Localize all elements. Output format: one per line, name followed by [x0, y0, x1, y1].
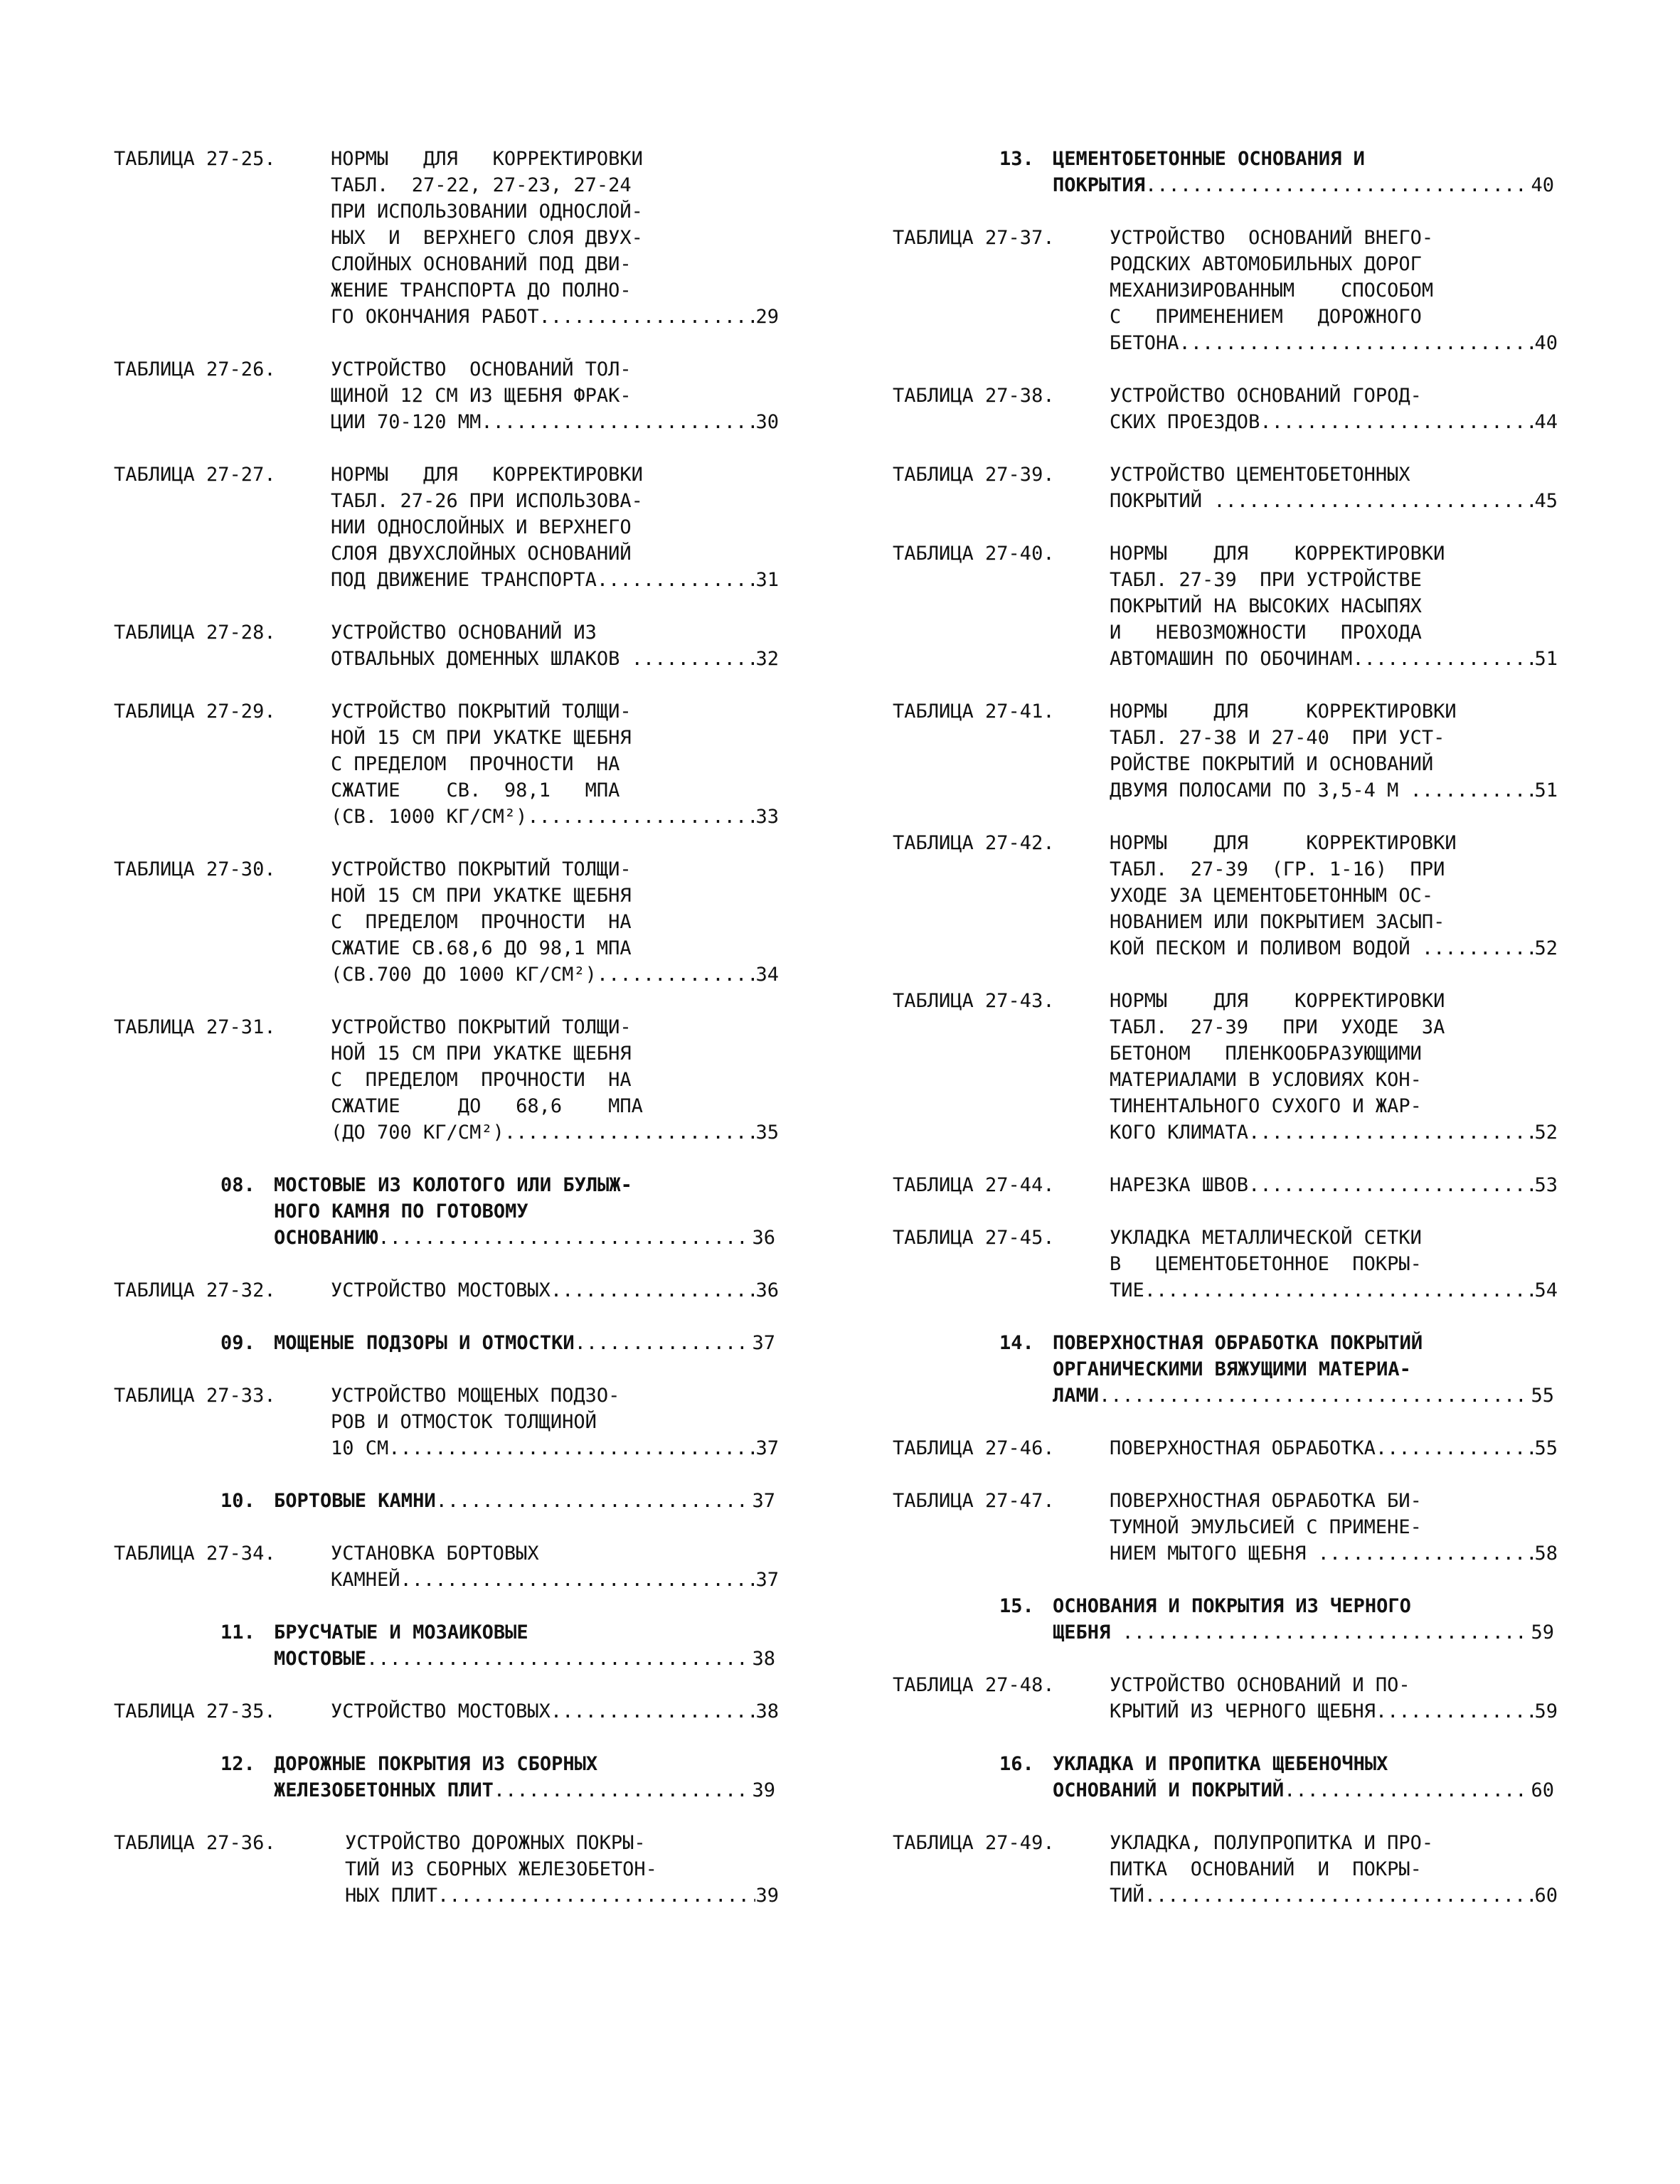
dot-leader: [527, 804, 755, 830]
entry-title-line: СЖАТИЕ СВ. 98,1 МПА: [331, 779, 620, 801]
dot-leader: [1376, 1698, 1535, 1725]
dot-leader: [575, 1330, 753, 1356]
entry-title-line: НОРМЫ ДЛЯ КОРРЕКТИРОВКИ: [1110, 832, 1457, 854]
section-number: 16.: [999, 1753, 1034, 1775]
dot-leader: [1248, 1172, 1534, 1198]
toc-entry-27-34: [114, 1540, 825, 1593]
table-number: ТАБЛИЦА 27-35.: [114, 1700, 276, 1722]
dot-leader: [481, 409, 755, 435]
table-number: ТАБЛИЦА 27-37.: [893, 227, 1055, 249]
toc-entry-27-43: [893, 988, 1604, 1146]
section-title-line: МОЩЕНЫЕ ПОДЗОРЫ И ОТМОСТКИ: [274, 1332, 575, 1354]
page-number: 51: [1534, 779, 1558, 801]
toc-entry-27-29: [114, 698, 825, 830]
page-number: 44: [1534, 411, 1558, 433]
entry-title-line: ПОД ДВИЖЕНИЕ ТРАНСПОРТА: [331, 569, 597, 591]
dot-leader: [1260, 409, 1534, 435]
toc-entry-27-35: [114, 1698, 825, 1725]
entry-title-line: НОРМЫ ДЛЯ КОРРЕКТИРОВКИ: [331, 148, 643, 170]
page-number: 40: [1534, 332, 1558, 354]
entry-title-line: ЦИИ 70-120 ММ: [331, 411, 482, 433]
section-title-line: ОСНОВАНИЮ: [274, 1227, 378, 1249]
page-number: 60: [1534, 1885, 1558, 1907]
entry-title-line: СЛОЯ ДВУХСЛОЙНЫХ ОСНОВАНИЙ: [331, 543, 632, 565]
dot-leader: [366, 1646, 752, 1672]
table-number: ТАБЛИЦА 27-29.: [114, 701, 276, 723]
section-title-line: ДОРОЖНЫЕ ПОКРЫТИЯ ИЗ СБОРНЫХ: [274, 1753, 598, 1775]
dot-leader: [1099, 1383, 1531, 1409]
entry-title-line: 10 СМ: [331, 1437, 389, 1459]
section-title-line: ОСНОВАНИЙ И ПОКРЫТИЙ: [1053, 1779, 1285, 1801]
entry-title-line: ТАБЛ. 27-38 И 27-40 ПРИ УСТ-: [1110, 727, 1445, 749]
table-number: ТАБЛИЦА 27-49.: [893, 1832, 1055, 1854]
page-number: 58: [1534, 1543, 1558, 1565]
entry-title-line: НОРМЫ ДЛЯ КОРРЕКТИРОВКИ: [1110, 543, 1445, 565]
entry-title-line: УСТРОЙСТВО ПОКРЫТИЙ ТОЛЩИ-: [331, 1016, 632, 1038]
table-number: ТАБЛИЦА 27-32.: [114, 1279, 276, 1301]
toc-entry-27-41: [893, 698, 1604, 804]
toc-right-column: [893, 146, 1604, 1909]
dot-leader: [1284, 1777, 1531, 1804]
entry-title-line: ЩИНОЙ 12 СМ ИЗ ЩЕБНЯ ФРАК-: [331, 385, 632, 407]
entry-title-line: СКИХ ПРОЕЗДОВ: [1110, 411, 1260, 433]
entry-title-line: С ПРИМЕНЕНИЕМ ДОРОЖНОГО: [1110, 306, 1422, 328]
entry-title-line: НОРМЫ ДЛЯ КОРРЕКТИРОВКИ: [331, 464, 643, 486]
entry-title-line: НОРМЫ ДЛЯ КОРРЕКТИРОВКИ: [1110, 990, 1445, 1012]
page-number: 40: [1531, 174, 1554, 196]
entry-title-line: ДВУМЯ ПОЛОСАМИ ПО 3,5-4 М: [1110, 779, 1410, 801]
entry-title-line: УСТРОЙСТВО ОСНОВАНИЙ ТОЛ-: [331, 358, 632, 380]
entry-title-line: ТИЕ: [1110, 1279, 1144, 1301]
entry-title-line: НИИ ОДНОСЛОЙНЫХ И ВЕРХНЕГО: [331, 516, 632, 538]
table-number: ТАБЛИЦА 27-27.: [114, 464, 276, 486]
entry-title-line: УСТРОЙСТВО ПОКРЫТИЙ ТОЛЩИ-: [331, 701, 632, 723]
toc-entry-27-26: [114, 356, 825, 435]
entry-title-line: И НЕВОЗМОЖНОСТИ ПРОХОДА: [1110, 622, 1422, 644]
page-number: 34: [755, 964, 779, 986]
page-number: 35: [755, 1122, 779, 1144]
table-number: ТАБЛИЦА 27-33.: [114, 1385, 276, 1407]
page-number: 59: [1531, 1621, 1554, 1644]
entry-title-line: НОРМЫ ДЛЯ КОРРЕКТИРОВКИ: [1110, 701, 1457, 723]
page-number: 32: [755, 648, 779, 670]
section-title-line: ЛАМИ: [1053, 1385, 1100, 1407]
entry-title-line: ОТВАЛЬНЫХ ДОМЕННЫХ ШЛАКОВ: [331, 648, 632, 670]
entry-title-line: ТИЙ: [1110, 1885, 1144, 1907]
dot-leader: [437, 1882, 755, 1909]
page-number: 33: [755, 806, 779, 828]
toc-entry-27-32: [114, 1277, 825, 1304]
entry-title-line: УСТРОЙСТВО ОСНОВАНИЙ ВНЕГО-: [1110, 227, 1434, 249]
page-number: 30: [755, 411, 779, 433]
entry-title-line: УСТРОЙСТВО ПОКРЫТИЙ ТОЛЩИ-: [331, 858, 632, 880]
entry-title-line: ТИЙ ИЗ СБОРНЫХ ЖЕЛЕЗОБЕТОН-: [345, 1858, 657, 1880]
entry-title-line: ПОКРЫТИЙ НА ВЫСОКИХ НАСЫПЯХ: [1110, 595, 1422, 617]
section-number: 08.: [220, 1174, 255, 1196]
entry-title-line: КОГО КЛИМАТА: [1110, 1122, 1249, 1144]
entry-title-line: С ПРЕДЕЛОМ ПРОЧНОСТИ НА: [331, 911, 632, 933]
entry-title-line: ПОВЕРХНОСТНАЯ ОБРАБОТКА БИ-: [1110, 1490, 1422, 1512]
entry-title-line: УКЛАДКА МЕТАЛЛИЧЕСКОЙ СЕТКИ: [1110, 1227, 1422, 1249]
section-title-line: ПОВЕРХНОСТНАЯ ОБРАБОТКА ПОКРЫТИЙ: [1053, 1332, 1423, 1354]
entry-title-line: ТАБЛ. 27-22, 27-23, 27-24: [331, 174, 632, 196]
entry-title-line: (СВ.700 ДО 1000 КГ/СМ²): [331, 964, 597, 986]
toc-entry-27-36: [114, 1830, 825, 1909]
dot-leader: [504, 1119, 756, 1146]
section-title-line: ПОКРЫТИЯ: [1053, 174, 1146, 196]
section-number: 10.: [220, 1490, 255, 1512]
entry-title-line: НЫХ И ВЕРХНЕГО СЛОЯ ДВУХ-: [331, 227, 643, 249]
entry-title-line: ПОВЕРХНОСТНАЯ ОБРАБОТКА: [1110, 1437, 1376, 1459]
dot-leader: [632, 646, 756, 672]
section-title-line: ЖЕЛЕЗОБЕТОННЫХ ПЛИТ: [274, 1779, 494, 1801]
entry-title-line: УСТРОЙСТВО ОСНОВАНИЙ И ПО-: [1110, 1674, 1410, 1696]
table-number: ТАБЛИЦА 27-44.: [893, 1174, 1055, 1196]
table-number: ТАБЛИЦА 27-40.: [893, 543, 1055, 565]
entry-title-line: ГО ОКОНЧАНИЯ РАБОТ: [331, 306, 539, 328]
section-title-line: БОРТОВЫЕ КАМНИ: [274, 1490, 436, 1512]
toc-entry-27-31: [114, 1014, 825, 1146]
table-number: ТАБЛИЦА 27-48.: [893, 1674, 1055, 1696]
dot-leader: [1248, 1119, 1534, 1146]
entry-title-line: АВТОМАШИН ПО ОБОЧИНАМ: [1110, 648, 1353, 670]
toc-section-14: [893, 1330, 1604, 1409]
toc-entry-27-49: [893, 1830, 1604, 1909]
entry-title-line: УСТРОЙСТВО МОСТОВЫХ: [331, 1700, 551, 1722]
page-number: 51: [1534, 648, 1558, 670]
dot-leader: [1179, 330, 1535, 356]
page-number: 53: [1534, 1174, 1558, 1196]
entry-title-line: ПОКРЫТИЙ: [1110, 490, 1214, 512]
toc-section-11: [114, 1619, 825, 1672]
entry-title-line: СЖАТИЕ СВ.68,6 ДО 98,1 МПА: [331, 937, 632, 959]
table-number: ТАБЛИЦА 27-34.: [114, 1543, 276, 1565]
page-number: 37: [752, 1332, 775, 1354]
dot-leader: [1122, 1619, 1531, 1646]
entry-title-line: НИЕМ МЫТОГО ЩЕБНЯ: [1110, 1543, 1318, 1565]
page-number: 29: [755, 306, 779, 328]
entry-title-line: ТАБЛ. 27-39 ПРИ УСТРОЙСТВЕ: [1110, 569, 1422, 591]
entry-title-line: УКЛАДКА, ПОЛУПРОПИТКА И ПРО-: [1110, 1832, 1434, 1854]
dot-leader: [1145, 172, 1531, 198]
section-title-line: ОРГАНИЧЕСКИМИ ВЯЖУЩИМИ МАТЕРИА-: [1053, 1358, 1411, 1380]
entry-title-line: НОЙ 15 СМ ПРИ УКАТКЕ ЩЕБНЯ: [331, 885, 632, 907]
section-title-line: ЦЕМЕНТОБЕТОННЫЕ ОСНОВАНИЯ И: [1053, 148, 1365, 170]
toc-entry-27-38: [893, 383, 1604, 435]
entry-title-line: ТИНЕНТАЛЬНОГО СУХОГО И ЖАР-: [1110, 1095, 1422, 1117]
toc-entry-27-30: [114, 856, 825, 988]
table-number: ТАБЛИЦА 27-28.: [114, 622, 276, 644]
section-title-line: ЩЕБНЯ: [1053, 1621, 1122, 1644]
table-number: ТАБЛИЦА 27-45.: [893, 1227, 1055, 1249]
entry-title-line: КАМНЕЙ: [331, 1569, 400, 1591]
toc-entry-27-33: [114, 1383, 825, 1461]
entry-title-line: НЫХ ПЛИТ: [345, 1885, 438, 1907]
page-number: 59: [1534, 1700, 1558, 1722]
entry-title-line: НОВАНИЕМ ИЛИ ПОКРЫТИЕМ ЗАСЫП-: [1110, 911, 1445, 933]
page-number: 39: [752, 1779, 775, 1801]
entry-title-line: МАТЕРИАЛАМИ В УСЛОВИЯХ КОН-: [1110, 1069, 1422, 1091]
entry-title-line: КОЙ ПЕСКОМ И ПОЛИВОМ ВОДОЙ: [1110, 937, 1422, 959]
dot-leader: [1352, 646, 1534, 672]
table-number: ТАБЛИЦА 27-42.: [893, 832, 1055, 854]
page-number: 39: [755, 1885, 779, 1907]
entry-title-line: ТАБЛ. 27-39 ПРИ УХОДЕ ЗА: [1110, 1016, 1445, 1038]
entry-title-line: БЕТОНА: [1110, 332, 1179, 354]
dot-leader: [1410, 777, 1535, 804]
entry-title-line: (СВ. 1000 КГ/СМ²): [331, 806, 528, 828]
entry-title-line: ТУМНОЙ ЭМУЛЬСИЕЙ С ПРИМЕНЕ-: [1110, 1516, 1422, 1538]
page-number: 52: [1534, 937, 1558, 959]
dot-leader: [378, 1225, 752, 1251]
entry-title-line: ПРИ ИСПОЛЬЗОВАНИИ ОДНОСЛОЙ-: [331, 201, 643, 223]
section-title-line: УКЛАДКА И ПРОПИТКА ЩЕБЕНОЧНЫХ: [1053, 1753, 1388, 1775]
page-number: 31: [755, 569, 779, 591]
table-number: ТАБЛИЦА 27-47.: [893, 1490, 1055, 1512]
entry-title-line: РОДСКИХ АВТОМОБИЛЬНЫХ ДОРОГ: [1110, 253, 1422, 275]
entry-title-line: НОЙ 15 СМ ПРИ УКАТКЕ ЩЕБНЯ: [331, 1043, 632, 1065]
toc-section-15: [893, 1593, 1604, 1646]
toc-entry-27-39: [893, 462, 1604, 514]
table-number: ТАБЛИЦА 27-30.: [114, 858, 276, 880]
page-number: 36: [752, 1227, 775, 1249]
toc-section-12: [114, 1751, 825, 1804]
section-title-line: ОСНОВАНИЯ И ПОКРЫТИЯ ИЗ ЧЕРНОГО: [1053, 1595, 1411, 1617]
section-number: 14.: [999, 1332, 1034, 1354]
entry-title-line: КРЫТИЙ ИЗ ЧЕРНОГО ЩЕБНЯ: [1110, 1700, 1376, 1722]
page-number: 37: [752, 1490, 775, 1512]
table-number: ТАБЛИЦА 27-39.: [893, 464, 1055, 486]
dot-leader: [436, 1488, 753, 1514]
entry-title-line: МЕХАНИЗИРОВАННЫМ СПОСОБОМ: [1110, 279, 1434, 302]
table-number: ТАБЛИЦА 27-31.: [114, 1016, 276, 1038]
entry-title-line: УСТАНОВКА БОРТОВЫХ: [331, 1543, 539, 1565]
toc-left-column: [114, 146, 825, 1909]
entry-title-line: УСТРОЙСТВО ОСНОВАНИЙ ГОРОД-: [1110, 385, 1422, 407]
toc-entry-27-37: [893, 225, 1604, 356]
entry-title-line: ПИТКА ОСНОВАНИЙ И ПОКРЫ-: [1110, 1858, 1422, 1880]
entry-title-line: СЖАТИЕ ДО 68,6 МПА: [331, 1095, 643, 1117]
toc-section-10: [114, 1488, 825, 1514]
page-number: 55: [1534, 1437, 1558, 1459]
dot-leader: [1422, 935, 1535, 962]
entry-title-line: УХОДЕ ЗА ЦЕМЕНТОБЕТОННЫМ ОС-: [1110, 885, 1434, 907]
page-number: 36: [755, 1279, 779, 1301]
page-number: 38: [752, 1648, 775, 1670]
entry-title-line: РОЙСТВЕ ПОКРЫТИЙ И ОСНОВАНИЙ: [1110, 753, 1434, 775]
toc-entry-27-27: [114, 462, 825, 593]
entry-title-line: УСТРОЙСТВО ЦЕМЕНТОБЕТОННЫХ: [1110, 464, 1410, 486]
entry-title-line: НОЙ 15 СМ ПРИ УКАТКЕ ЩЕБНЯ: [331, 727, 632, 749]
section-title-line: МОСТОВЫЕ ИЗ КОЛОТОГО ИЛИ БУЛЫЖ-: [274, 1174, 632, 1196]
dot-leader: [400, 1567, 756, 1593]
dot-leader: [551, 1277, 756, 1304]
entry-title-line: НАРЕЗКА ШВОВ: [1110, 1174, 1249, 1196]
section-number: 12.: [220, 1753, 255, 1775]
dot-leader: [1144, 1277, 1535, 1304]
entry-title-line: ЖЕНИЕ ТРАНСПОРТА ДО ПОЛНО-: [331, 279, 632, 302]
toc-entry-27-42: [893, 830, 1604, 962]
table-number: ТАБЛИЦА 27-38.: [893, 385, 1055, 407]
table-number: ТАБЛИЦА 27-26.: [114, 358, 276, 380]
entry-title-line: УСТРОЙСТВО МОЩЕНЫХ ПОДЗО-: [331, 1385, 620, 1407]
page-number: 52: [1534, 1122, 1558, 1144]
section-number: 15.: [999, 1595, 1034, 1617]
entry-title-line: СЛОЙНЫХ ОСНОВАНИЙ ПОД ДВИ-: [331, 253, 632, 275]
dot-leader: [597, 567, 756, 593]
page-number: 37: [755, 1569, 779, 1591]
section-title-line: МОСТОВЫЕ: [274, 1648, 367, 1670]
dot-leader: [539, 304, 756, 330]
dot-leader: [1213, 488, 1534, 514]
dot-leader: [597, 962, 756, 988]
page-number: 55: [1531, 1385, 1554, 1407]
entry-title-line: УСТРОЙСТВО ОСНОВАНИЙ ИЗ: [331, 622, 597, 644]
section-title-line: НОГО КАМНЯ ПО ГОТОВОМУ: [274, 1200, 528, 1222]
toc-entry-27-47: [893, 1488, 1604, 1567]
toc-entry-27-40: [893, 540, 1604, 672]
section-title-line: БРУСЧАТЫЕ И МОЗАИКОВЫЕ: [274, 1621, 528, 1644]
page-number: 38: [755, 1700, 779, 1722]
entry-title-line: В ЦЕМЕНТОБЕТОННОЕ ПОКРЫ-: [1110, 1253, 1422, 1275]
dot-leader: [494, 1777, 753, 1804]
page-number: 60: [1531, 1779, 1554, 1801]
entry-title-line: С ПРЕДЕЛОМ ПРОЧНОСТИ НА: [331, 1069, 632, 1091]
toc-section-08: [114, 1172, 825, 1251]
page-number: 45: [1534, 490, 1558, 512]
page-number: 37: [755, 1437, 779, 1459]
entry-title-line: РОВ И ОТМОСТОК ТОЛЩИНОЙ: [331, 1411, 597, 1433]
dot-leader: [1144, 1882, 1535, 1909]
entry-title-line: (ДО 700 КГ/СМ²): [331, 1122, 504, 1144]
dot-leader: [551, 1698, 756, 1725]
toc-entry-27-25: [114, 146, 825, 330]
table-number: ТАБЛИЦА 27-25.: [114, 148, 276, 170]
toc-entry-27-28: [114, 619, 825, 672]
table-number: ТАБЛИЦА 27-41.: [893, 701, 1055, 723]
dot-leader: [1318, 1540, 1535, 1567]
page-number: 54: [1534, 1279, 1558, 1301]
toc-section-16: [893, 1751, 1604, 1804]
toc-entry-27-44: [893, 1172, 1604, 1198]
toc-entry-27-48: [893, 1672, 1604, 1725]
toc-section-09: [114, 1330, 825, 1356]
dot-leader: [1376, 1435, 1535, 1461]
table-number: ТАБЛИЦА 27-43.: [893, 990, 1055, 1012]
toc-entry-27-45: [893, 1225, 1604, 1304]
section-number: 13.: [999, 148, 1034, 170]
dot-leader: [388, 1435, 755, 1461]
toc-section-13: [893, 146, 1604, 198]
table-number: ТАБЛИЦА 27-46.: [893, 1437, 1055, 1459]
section-number: 11.: [220, 1621, 255, 1644]
entry-title-line: БЕТОНОМ ПЛЕНКООБРАЗУЮЩИМИ: [1110, 1043, 1422, 1065]
entry-title-line: УСТРОЙСТВО ДОРОЖНЫХ ПОКРЫ-: [345, 1832, 646, 1854]
entry-title-line: ТАБЛ. 27-26 ПРИ ИСПОЛЬЗОВА-: [331, 490, 643, 512]
section-number: 09.: [220, 1332, 255, 1354]
table-number: ТАБЛИЦА 27-36.: [114, 1832, 276, 1854]
toc-entry-27-46: [893, 1435, 1604, 1461]
entry-title-line: УСТРОЙСТВО МОСТОВЫХ: [331, 1279, 551, 1301]
entry-title-line: ТАБЛ. 27-39 (ГР. 1-16) ПРИ: [1110, 858, 1445, 880]
entry-title-line: С ПРЕДЕЛОМ ПРОЧНОСТИ НА: [331, 753, 620, 775]
